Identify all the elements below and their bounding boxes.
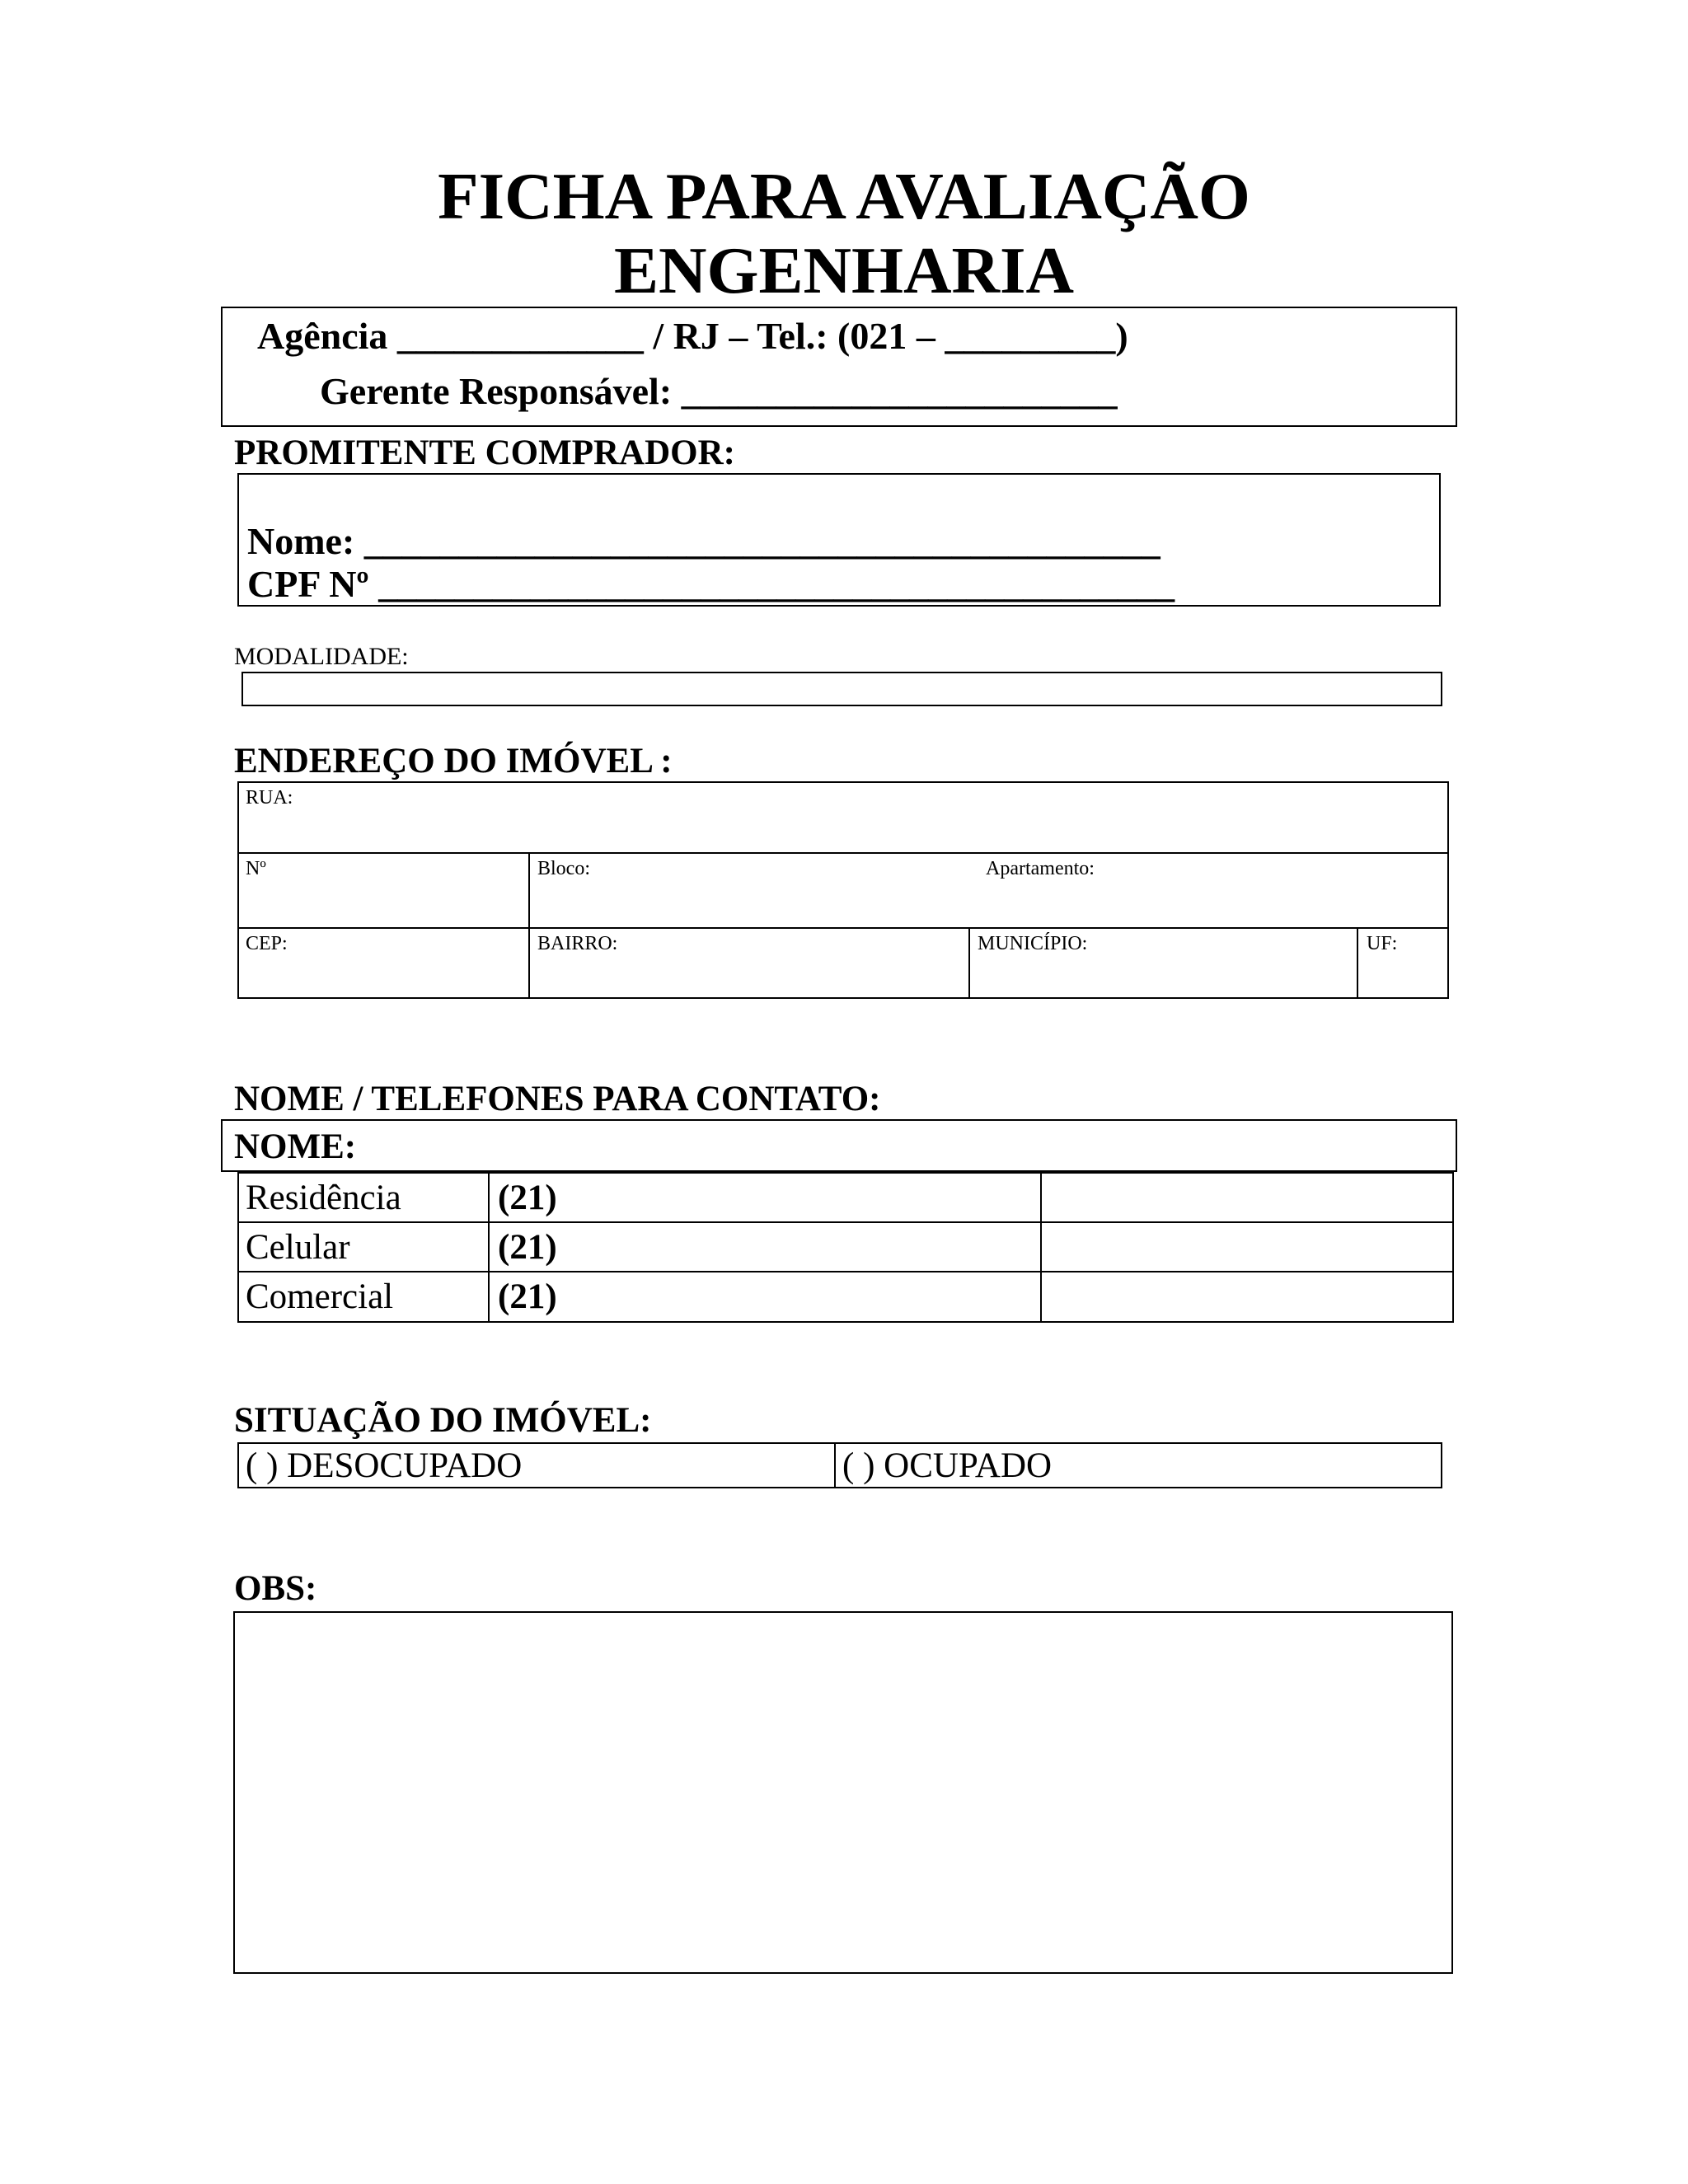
address-col-divider-2 [968, 927, 970, 999]
phone-row-divider-1 [237, 1221, 1454, 1223]
option-desocupado[interactable]: ( ) DESOCUPADO [246, 1446, 523, 1485]
address-table [237, 781, 1449, 999]
document-title-line-1: FICHA PARA AVALIAÇÃO [438, 159, 1250, 233]
address-col-divider-3 [1357, 927, 1358, 999]
modality-field[interactable] [241, 672, 1442, 706]
bairro-field[interactable]: BAIRRO: [537, 933, 618, 954]
situation-heading: SITUAÇÃO DO IMÓVEL: [234, 1401, 652, 1440]
contact-name-box[interactable] [221, 1119, 1457, 1172]
option-ocupado[interactable]: ( ) OCUPADO [842, 1446, 1053, 1485]
buyer-cpf-field[interactable]: CPF Nº __________________________________________ [247, 563, 1175, 605]
numero-field[interactable]: Nº [246, 858, 266, 879]
manager-field[interactable]: Gerente Responsável: _______________________ [320, 370, 1118, 412]
situation-divider [834, 1442, 836, 1488]
municipio-field[interactable]: MUNICÍPIO: [978, 933, 1088, 954]
obs-heading: OBS: [234, 1569, 317, 1608]
phone-type-comercial: Comercial [246, 1277, 394, 1316]
phone-type-celular: Celular [246, 1228, 350, 1267]
contact-name-label: NOME: [234, 1127, 357, 1166]
phone-type-residencia: Residência [246, 1179, 401, 1217]
address-row-divider-1 [237, 852, 1449, 854]
bloco-field[interactable]: Bloco: [537, 858, 590, 879]
uf-field[interactable]: UF: [1367, 933, 1398, 954]
obs-textarea[interactable] [233, 1611, 1453, 1974]
modality-label: MODALIDADE: [234, 643, 409, 670]
phone-code-comercial[interactable]: (21) [498, 1277, 557, 1316]
address-col-divider-1 [528, 852, 530, 999]
phone-row-divider-2 [237, 1271, 1454, 1272]
cep-field[interactable]: CEP: [246, 933, 288, 954]
phone-code-celular[interactable]: (21) [498, 1228, 557, 1267]
phone-col-divider-2 [1040, 1172, 1042, 1323]
apartamento-field[interactable]: Apartamento: [986, 858, 1095, 879]
buyer-heading: PROMITENTE COMPRADOR: [234, 434, 735, 472]
buyer-name-field[interactable]: Nome: __________________________________________ [247, 520, 1160, 562]
rua-field[interactable]: RUA: [246, 787, 293, 808]
address-heading: ENDEREÇO DO IMÓVEL : [234, 742, 673, 780]
address-row-divider-2 [237, 927, 1449, 929]
phone-table [237, 1172, 1454, 1323]
phone-col-divider-1 [488, 1172, 490, 1323]
agency-field[interactable]: Agência _____________ / RJ – Tel.: (021 – _________) [257, 315, 1128, 357]
document-title-line-2: ENGENHARIA [613, 233, 1075, 307]
contacts-heading: NOME / TELEFONES PARA CONTATO: [234, 1080, 881, 1118]
phone-code-residencia[interactable]: (21) [498, 1179, 557, 1217]
